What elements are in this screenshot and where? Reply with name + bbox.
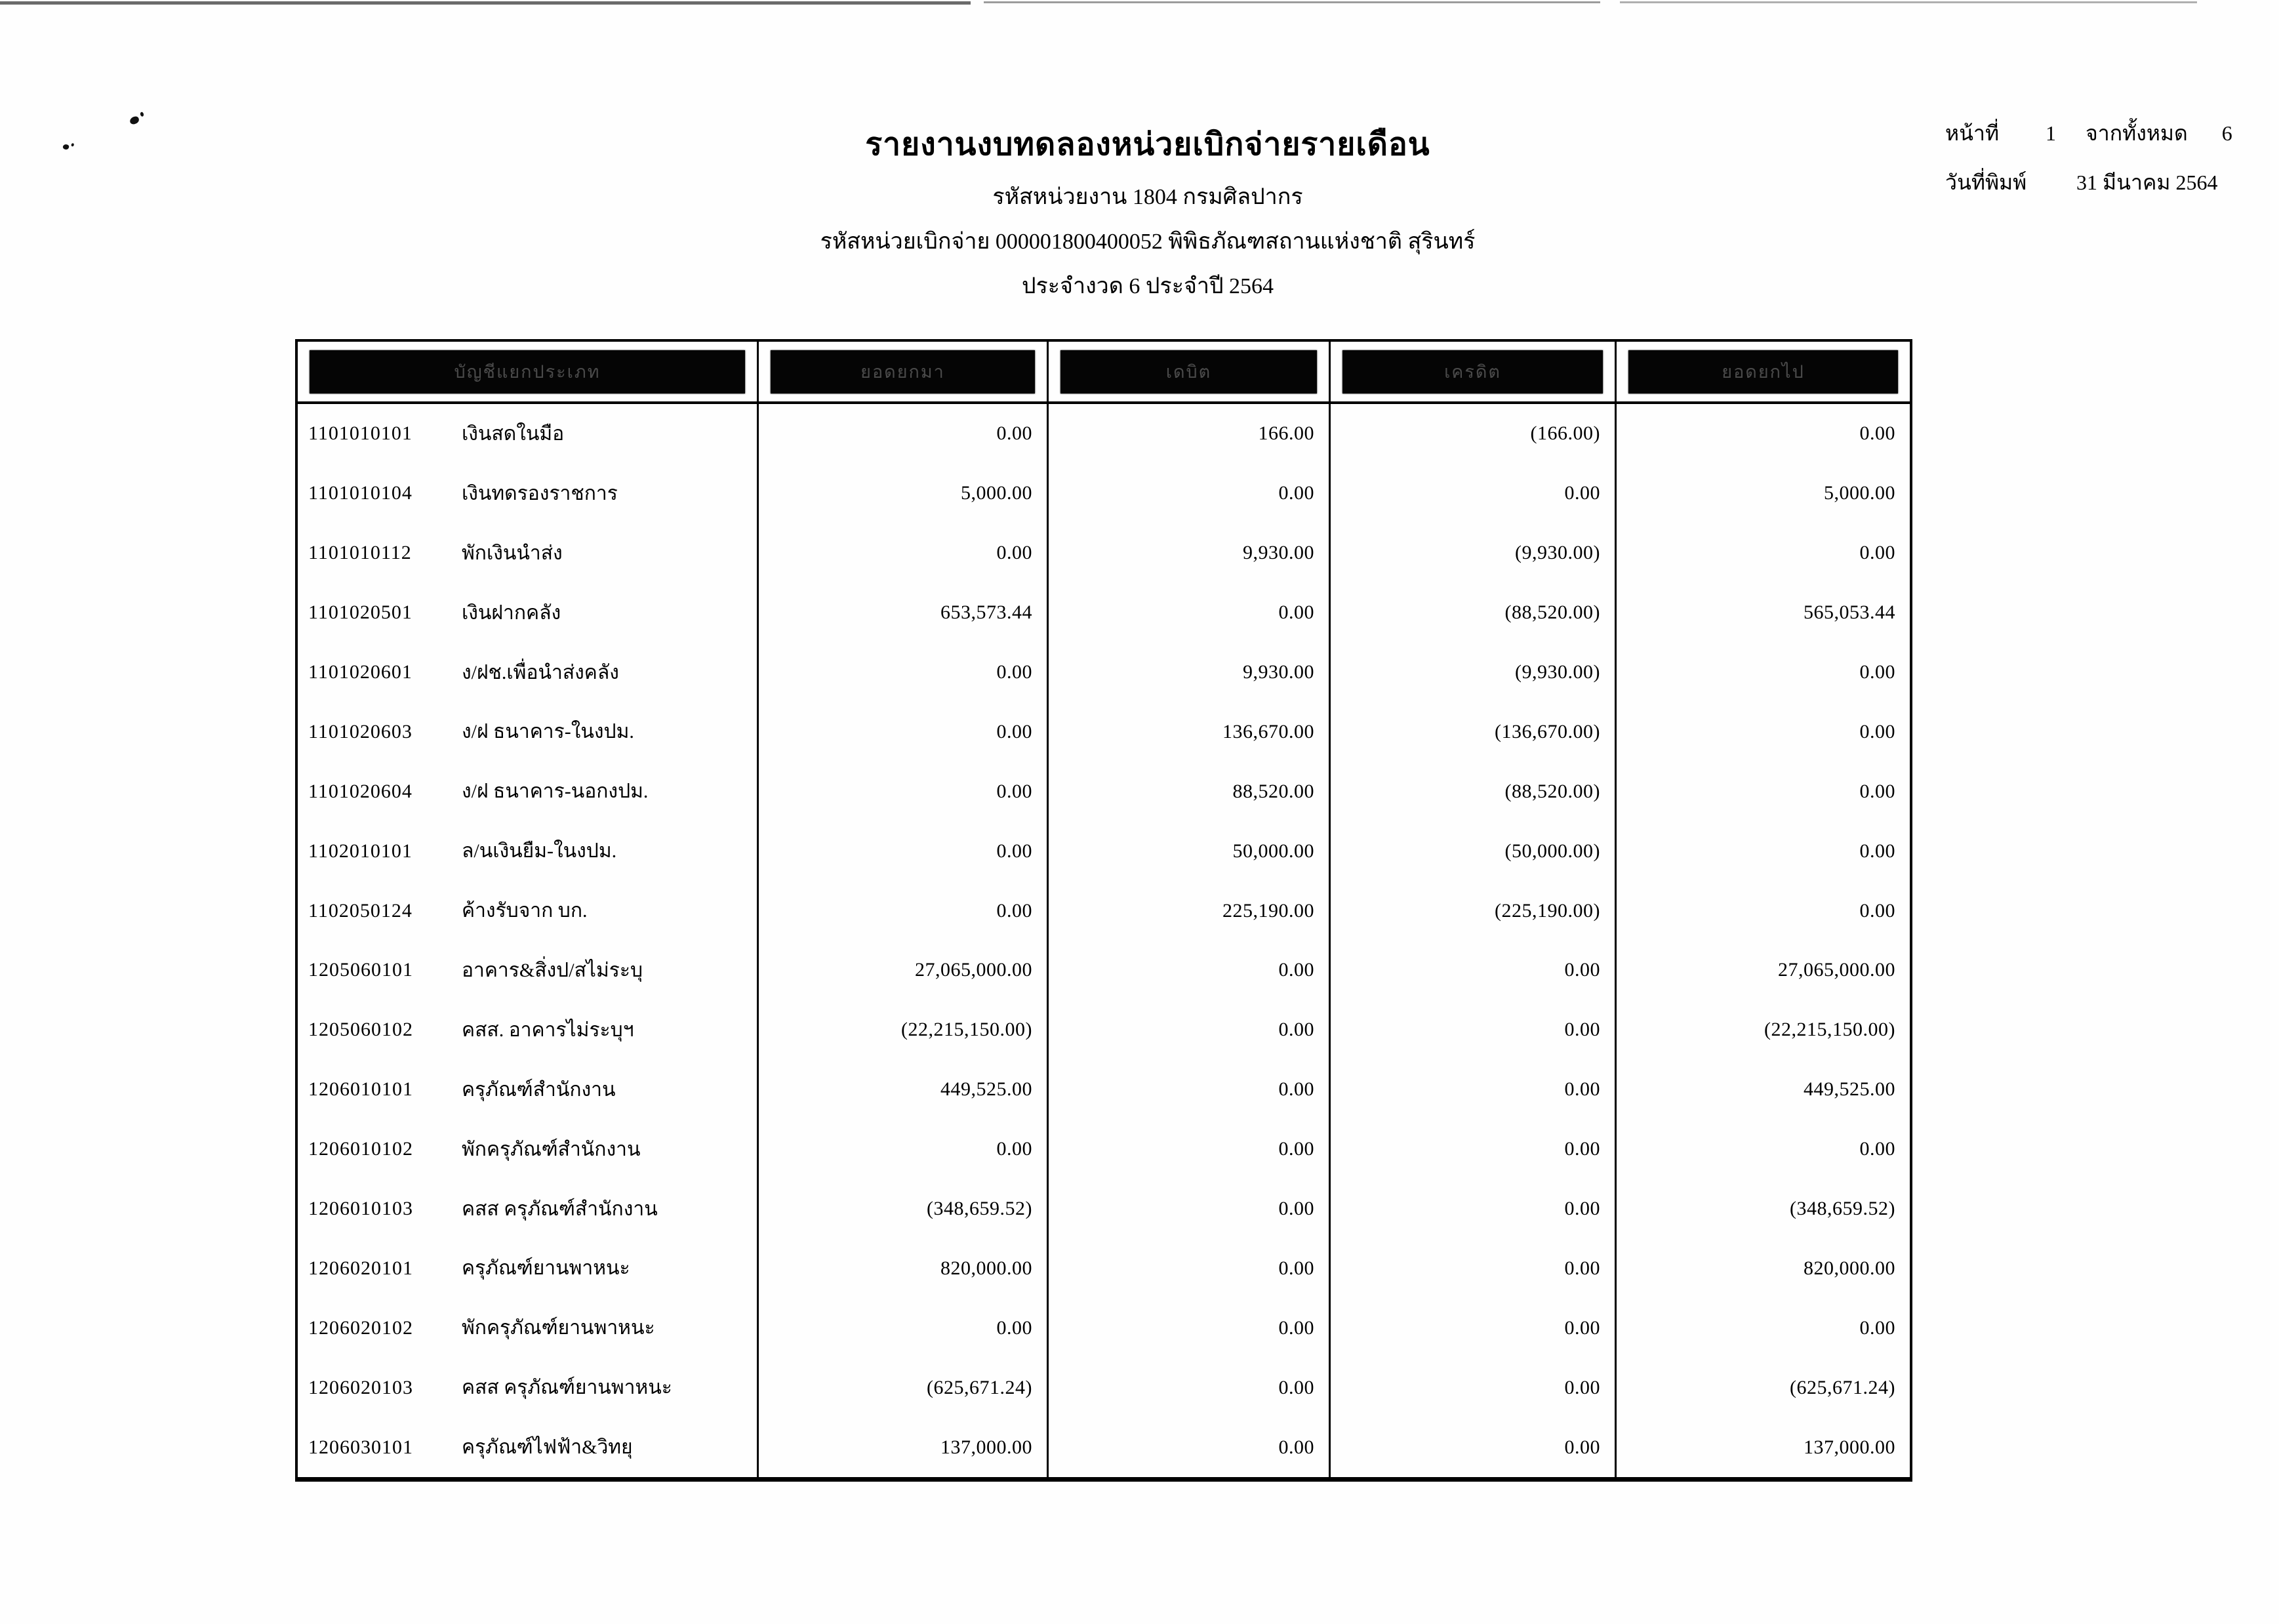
balance-value: 449,525.00 [1615,1060,1910,1120]
credit-value: 0.00 [1329,1238,1615,1298]
header-bar-account: บัญชีแยกประเภท [310,350,745,394]
debit-value: 0.00 [1047,1120,1329,1179]
carry-forward-value: 0.00 [757,1120,1047,1179]
carry-forward-value: 820,000.00 [757,1238,1047,1298]
table-row [298,1060,1910,1120]
balance-value: (22,215,150.00) [1615,1000,1910,1060]
account-name: ครุภัณฑ์สำนักงาน [462,1078,616,1101]
balance-value: 0.00 [1615,702,1910,761]
account-cell [298,761,757,821]
account-cell [298,1179,757,1239]
credit-value: 0.00 [1329,1358,1615,1417]
credit-value: (166.00) [1329,404,1615,464]
debit-value: 0.00 [1047,1060,1329,1120]
disbursement-unit-line: รหัสหน่วยเบิกจ่าย 000001800400052 พิพิธภัณฑสถานแห่งชาติ สุรินทร์ [820,230,1476,254]
credit-value: (225,190.00) [1329,881,1615,941]
debit-value: 166.00 [1047,404,1329,464]
credit-value: 0.00 [1329,1179,1615,1239]
table-row [298,1120,1910,1179]
balance-value: 0.00 [1615,1120,1910,1179]
carry-forward-value: 653,573.44 [757,583,1047,643]
header-bar-balance: ยอดยกไป [1628,350,1898,394]
header-cell-credit [1329,342,1615,401]
debit-value: 88,520.00 [1047,761,1329,821]
credit-value: (88,520.00) [1329,583,1615,643]
table-row [298,1238,1910,1298]
debit-value: 9,930.00 [1047,523,1329,583]
scan-artifact-top-line [984,1,1600,3]
account-code: 1101010104 [308,482,413,504]
carry-forward-value: 0.00 [757,1298,1047,1358]
account-code: 1206010103 [308,1198,413,1220]
table-row [298,583,1910,643]
header-cell-account [298,342,757,401]
credit-value: (136,670.00) [1329,702,1615,761]
account-cell [298,404,757,464]
account-name: ครุภัณฑ์ไฟฟ้า&วิทยุ [462,1436,633,1459]
account-cell [298,941,757,1000]
account-cell [298,1060,757,1120]
carry-forward-value: 137,000.00 [757,1417,1047,1477]
balance-value: 0.00 [1615,881,1910,941]
account-name: ค้างรับจาก บก. [462,900,588,922]
total-pages-label: จากทั้งหมด [2086,121,2188,145]
carry-forward-value: 0.00 [757,643,1047,702]
account-name: ง/ฝช.เพื่อนำส่งคลัง [462,661,619,683]
carry-forward-value: 449,525.00 [757,1060,1047,1120]
debit-value: 225,190.00 [1047,881,1329,941]
table-row [298,1298,1910,1358]
balance-value: 5,000.00 [1615,464,1910,523]
print-date-label: วันที่พิมพ์ [1945,171,2027,194]
account-name: อาคาร&สิ่งป/สไม่ระบุ [462,959,643,981]
table-row [298,761,1910,821]
credit-value: 0.00 [1329,1060,1615,1120]
page-number: 1 [2046,121,2056,145]
balance-value: 0.00 [1615,404,1910,464]
carry-forward-value: 27,065,000.00 [757,941,1047,1000]
debit-value: 0.00 [1047,941,1329,1000]
header-bar-credit: เครดิต [1342,350,1603,394]
carry-forward-value: 0.00 [757,523,1047,583]
period-line: ประจำงวด 6 ประจำปี 2564 [1021,274,1274,298]
scan-artifact-top-line [0,1,971,5]
account-code: 1206020103 [308,1376,413,1398]
account-name: เงินสดในมือ [462,422,565,445]
account-cell [298,1120,757,1179]
header-bar-debit: เดบิต [1060,350,1317,394]
table-row [298,1179,1910,1239]
balance-value: 0.00 [1615,821,1910,881]
credit-value: (9,930.00) [1329,523,1615,583]
account-code: 1206010101 [308,1078,413,1101]
account-cell [298,821,757,881]
debit-value: 0.00 [1047,1358,1329,1417]
scan-artifact-top-line [1620,1,2197,3]
account-code: 1101010101 [308,422,413,445]
debit-value: 0.00 [1047,1238,1329,1298]
trial-balance-table [295,339,1912,1482]
table-body [298,404,1910,1477]
table-row [298,404,1910,464]
print-date-row [1945,166,2232,199]
account-name: เงินฝากคลัง [462,601,561,624]
carry-forward-value: (625,671.24) [757,1358,1047,1417]
account-name: คสส ครุภัณฑ์สำนักงาน [462,1198,658,1220]
account-cell [298,1358,757,1417]
account-name: ง/ฝ ธนาคาร-ในงปม. [462,721,634,743]
header-cell-carry-forward [757,342,1047,401]
carry-forward-value: 0.00 [757,821,1047,881]
balance-value: 820,000.00 [1615,1238,1910,1298]
account-code: 1206030101 [308,1436,413,1458]
balance-value: 565,053.44 [1615,583,1910,643]
debit-value: 136,670.00 [1047,702,1329,761]
account-name: คสส ครุภัณฑ์ยานพาหนะ [462,1377,672,1399]
debit-value: 0.00 [1047,1179,1329,1239]
total-pages-value: 6 [2221,121,2232,145]
debit-value: 0.00 [1047,1298,1329,1358]
table-row [298,1358,1910,1417]
table-row [298,1417,1910,1477]
account-name: ง/ฝ ธนาคาร-นอกงปม. [462,781,649,803]
debit-value: 50,000.00 [1047,821,1329,881]
page-info-block [1945,117,2232,199]
balance-value: 0.00 [1615,761,1910,821]
account-code: 1102050124 [308,899,413,922]
account-code: 1206020101 [308,1257,413,1279]
table-row [298,821,1910,881]
table-row [298,464,1910,523]
agency-code-line: รหัสหน่วยงาน 1804 กรมศิลปากร [992,185,1303,209]
carry-forward-value: 0.00 [757,404,1047,464]
print-date-value: 31 มีนาคม 2564 [2076,171,2218,194]
account-name: คสส. อาคารไม่ระบุฯ [462,1019,634,1041]
debit-value: 9,930.00 [1047,643,1329,702]
credit-value: 0.00 [1329,941,1615,1000]
account-cell [298,881,757,941]
carry-forward-value: 5,000.00 [757,464,1047,523]
account-code: 1101020604 [308,780,413,802]
account-cell [298,1298,757,1358]
account-code: 1101020603 [308,720,413,742]
account-name: ล/นเงินยืม-ในงปม. [462,840,617,863]
account-cell [298,643,757,702]
account-cell [298,523,757,583]
balance-value: 27,065,000.00 [1615,941,1910,1000]
debit-value: 0.00 [1047,464,1329,523]
carry-forward-value: 0.00 [757,702,1047,761]
balance-value: 0.00 [1615,1298,1910,1358]
carry-forward-value: (22,215,150.00) [757,1000,1047,1060]
header-cell-debit [1047,342,1329,401]
carry-forward-value: 0.00 [757,881,1047,941]
table-row [298,1000,1910,1060]
table-row [298,941,1910,1000]
account-code: 1206020102 [308,1316,413,1339]
account-code: 1102010101 [308,840,413,862]
account-code: 1101020501 [308,601,413,624]
credit-value: 0.00 [1329,1298,1615,1358]
account-code: 1205060101 [308,959,413,981]
credit-value: (9,930.00) [1329,643,1615,702]
account-cell [298,1417,757,1477]
table-row [298,643,1910,702]
carry-forward-value: (348,659.52) [757,1179,1047,1239]
header-bar-carry-forward: ยอดยกมา [771,350,1035,394]
debit-value: 0.00 [1047,1000,1329,1060]
account-cell [298,1000,757,1060]
table-row [298,881,1910,941]
page-number-row [1945,117,2232,150]
account-cell [298,583,757,643]
report-title: รายงานงบทดลองหน่วยเบิกจ่ายรายเดือน [865,127,1430,162]
account-code: 1101020601 [308,661,413,683]
table-row [298,702,1910,761]
account-code: 1205060102 [308,1019,413,1041]
account-code: 1101010112 [308,542,412,564]
table-row [298,523,1910,583]
credit-value: 0.00 [1329,464,1615,523]
credit-value: (50,000.00) [1329,821,1615,881]
account-cell [298,1238,757,1298]
account-name: ครุภัณฑ์ยานพาหนะ [462,1257,630,1280]
carry-forward-value: 0.00 [757,761,1047,821]
account-code: 1206010102 [308,1138,413,1160]
balance-value: 137,000.00 [1615,1417,1910,1477]
account-name: พักเงินนำส่ง [462,542,563,564]
debit-value: 0.00 [1047,1417,1329,1477]
account-name: พักครุภัณฑ์ยานพาหนะ [462,1317,655,1339]
credit-value: (88,520.00) [1329,761,1615,821]
account-cell [298,464,757,523]
account-name: พักครุภัณฑ์สำนักงาน [462,1138,641,1160]
credit-value: 0.00 [1329,1417,1615,1477]
credit-value: 0.00 [1329,1000,1615,1060]
balance-value: (348,659.52) [1615,1179,1910,1239]
balance-value: 0.00 [1615,523,1910,583]
account-cell [298,702,757,761]
table-header-row [298,342,1910,404]
debit-value: 0.00 [1047,583,1329,643]
credit-value: 0.00 [1329,1120,1615,1179]
account-name: เงินทดรองราชการ [462,482,618,504]
balance-value: 0.00 [1615,643,1910,702]
balance-value: (625,671.24) [1615,1358,1910,1417]
page-label: หน้าที่ [1945,121,2000,145]
header-cell-balance [1615,342,1910,401]
